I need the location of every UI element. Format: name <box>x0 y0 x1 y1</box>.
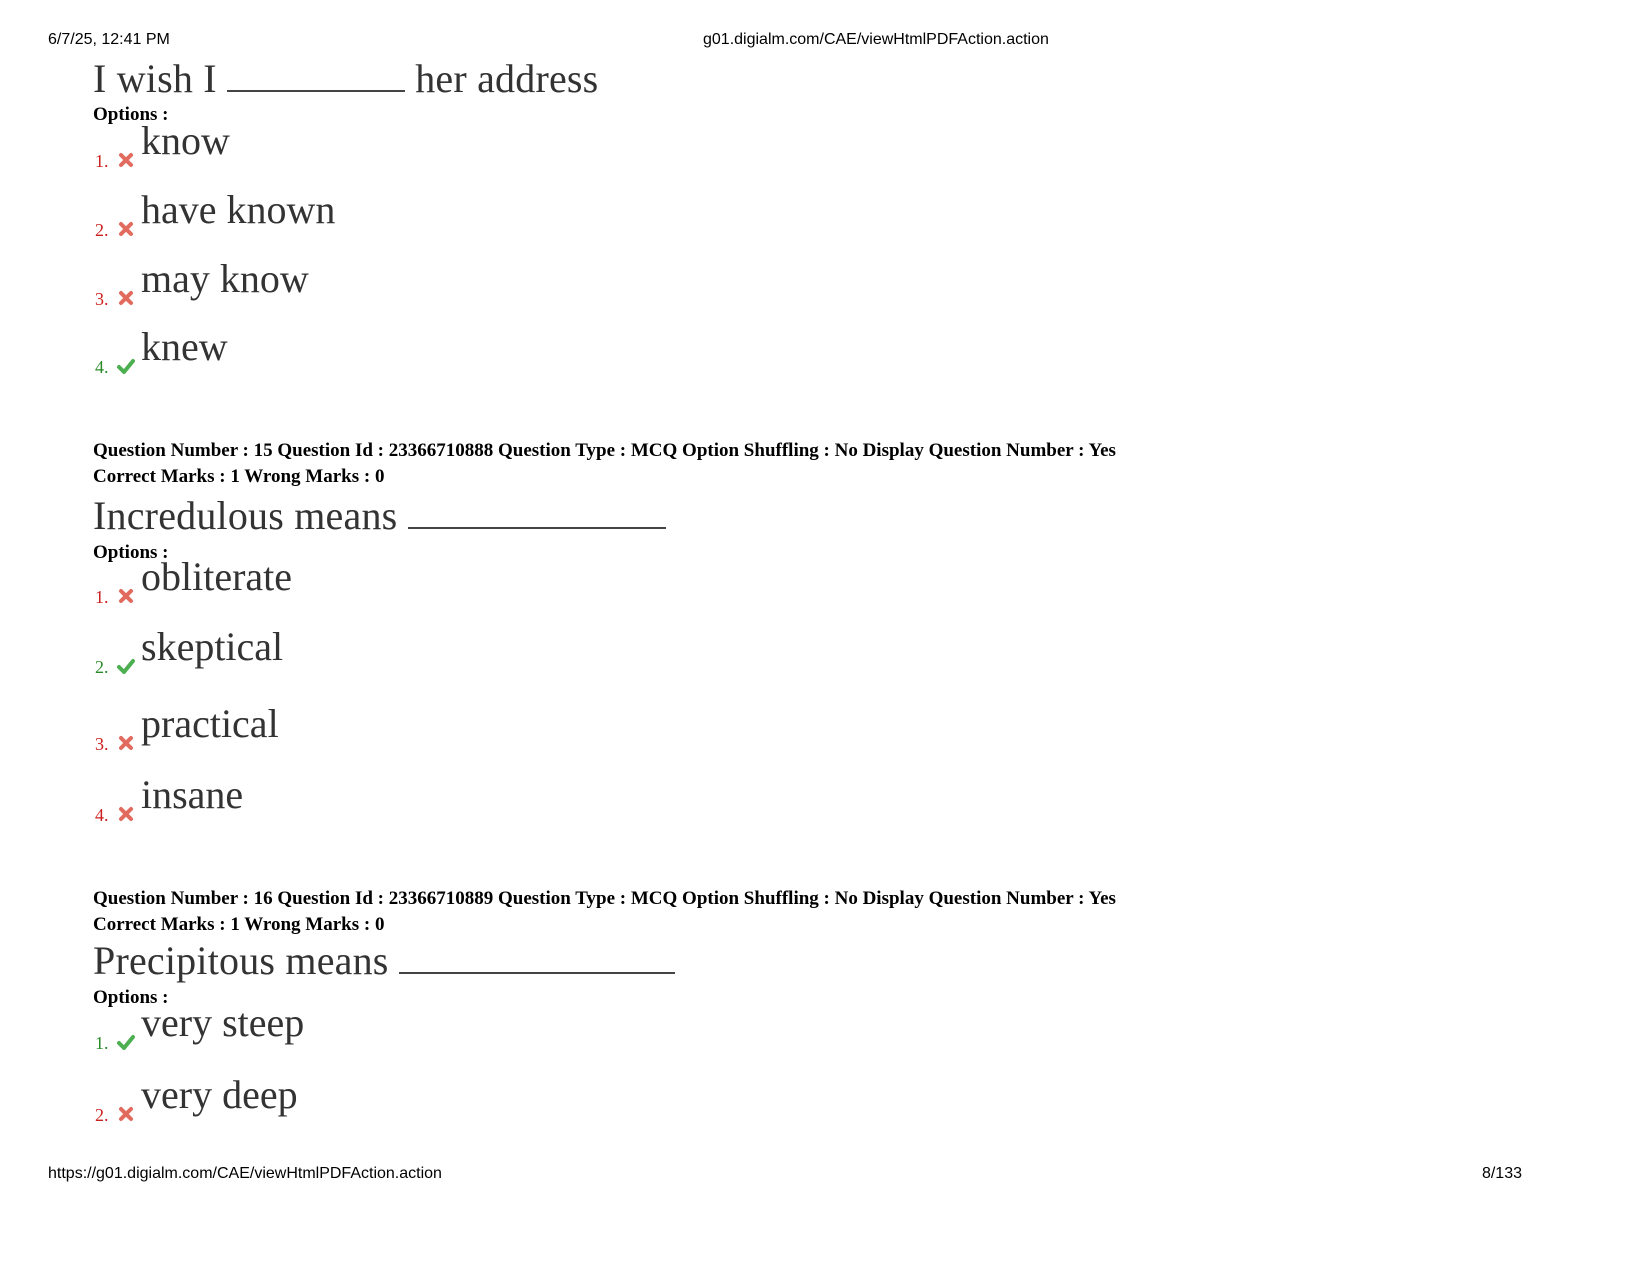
option-text: insane <box>141 772 244 817</box>
option-number: 4. <box>95 357 109 377</box>
answer-blank <box>399 934 675 974</box>
answer-blank <box>227 52 405 92</box>
cross-icon <box>116 586 136 606</box>
option-text: have known <box>141 187 336 232</box>
option-number: 1. <box>95 151 109 171</box>
option-item <box>93 774 693 826</box>
option-number: 3. <box>95 734 109 754</box>
option-item <box>93 1074 693 1126</box>
cross-icon <box>116 1104 136 1124</box>
question-text <box>93 52 598 102</box>
option-item <box>93 556 693 608</box>
option-item <box>93 189 693 241</box>
question-text <box>93 489 666 539</box>
option-text: obliterate <box>141 554 293 599</box>
option-item <box>93 626 693 678</box>
option-number: 2. <box>95 1105 109 1125</box>
option-number: 3. <box>95 289 109 309</box>
option-item <box>93 326 693 378</box>
option-item <box>93 120 693 172</box>
option-item <box>93 258 693 310</box>
cross-icon <box>116 150 136 170</box>
option-item <box>93 703 693 755</box>
option-number: 1. <box>95 587 109 607</box>
check-icon <box>116 1032 136 1052</box>
option-text: know <box>141 118 230 163</box>
question-text <box>93 934 675 984</box>
print-datetime: 6/7/25, 12:41 PM <box>48 31 170 48</box>
option-text: knew <box>141 324 228 369</box>
print-page-number: 8/133 <box>1481 1165 1522 1182</box>
option-text: may know <box>141 256 309 301</box>
option-text: very deep <box>141 1072 298 1117</box>
print-page-title: g01.digialm.com/CAE/viewHtmlPDFAction.action <box>703 31 1049 48</box>
option-number: 4. <box>95 805 109 825</box>
option-item <box>93 1002 693 1054</box>
options-label: Options : <box>93 104 169 125</box>
options-label: Options : <box>93 542 169 563</box>
question-marks-line: Correct Marks : 1 Wrong Marks : 0 <box>93 466 385 487</box>
question-meta-line: Question Number : 16 Question Id : 23366710889 Question Type : MCQ Option Shuffling : No Display Question Number : Yes <box>93 888 1116 909</box>
option-text: very steep <box>141 1000 305 1045</box>
question-text-before: Incredulous means <box>93 493 398 538</box>
options-label: Options : <box>93 987 169 1008</box>
check-icon <box>116 356 136 376</box>
question-text-before: Precipitous means <box>93 938 389 983</box>
option-text: skeptical <box>141 624 284 669</box>
check-icon <box>116 656 136 676</box>
option-number: 2. <box>95 657 109 677</box>
answer-blank <box>408 489 666 529</box>
option-text: practical <box>141 701 279 746</box>
cross-icon <box>116 288 136 308</box>
print-footer-url: https://g01.digialm.com/CAE/viewHtmlPDFAction.action <box>48 1165 442 1182</box>
option-number: 2. <box>95 220 109 240</box>
option-number: 1. <box>95 1033 109 1053</box>
question-meta-line: Question Number : 15 Question Id : 23366710888 Question Type : MCQ Option Shuffling : No Display Question Number : Yes <box>93 440 1116 461</box>
question-text-after: her address <box>415 56 599 101</box>
cross-icon <box>116 804 136 824</box>
cross-icon <box>116 733 136 753</box>
question-text-before: I wish I <box>93 56 217 101</box>
cross-icon <box>116 219 136 239</box>
question-marks-line: Correct Marks : 1 Wrong Marks : 0 <box>93 914 385 935</box>
